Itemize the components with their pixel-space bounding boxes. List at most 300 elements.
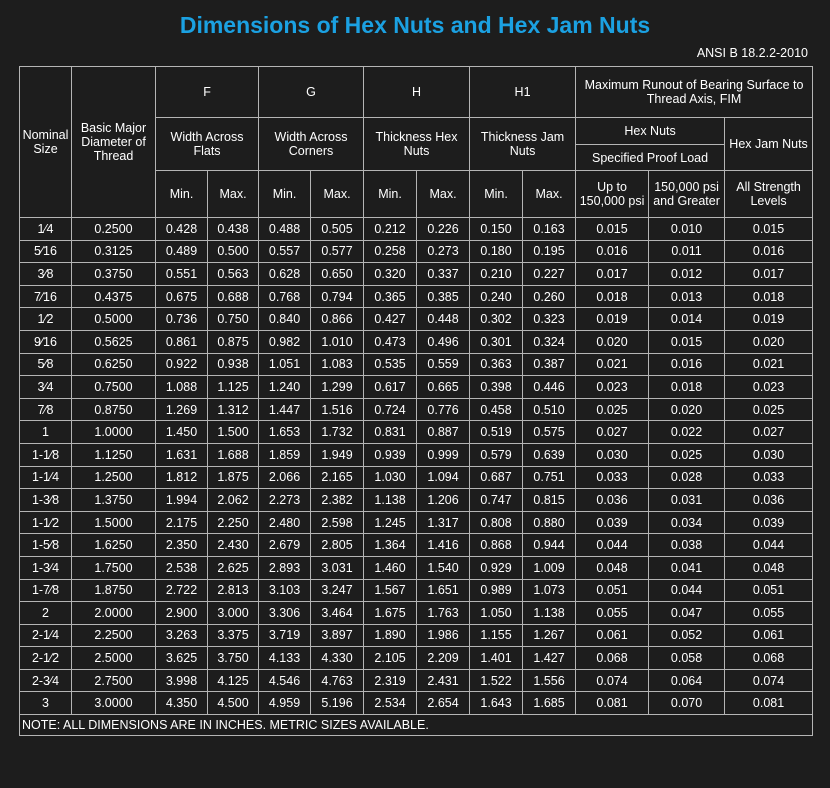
table-cell: 1.732	[311, 421, 364, 444]
table-cell: 1.460	[364, 556, 417, 579]
table-cell: 3.000	[208, 602, 259, 625]
table-cell: 1.083	[311, 353, 364, 376]
table-cell: 1.500	[208, 421, 259, 444]
table-cell: 0.014	[649, 308, 725, 331]
table-cell: 0.301	[470, 330, 523, 353]
table-cell: 1.675	[364, 602, 417, 625]
table-cell: 1.685	[523, 692, 576, 715]
table-cell: 1.010	[311, 330, 364, 353]
table-cell: 0.064	[649, 669, 725, 692]
table-cell: 1.643	[470, 692, 523, 715]
table-cell: 1.3750	[72, 489, 156, 512]
table-cell: 0.044	[649, 579, 725, 602]
table-cell: 1.986	[417, 624, 470, 647]
table-cell: 0.887	[417, 421, 470, 444]
table-cell: 3.031	[311, 556, 364, 579]
table-cell: 0.027	[725, 421, 813, 444]
table-cell: 1.447	[259, 398, 311, 421]
table-cell: 2.350	[156, 534, 208, 557]
table-cell: 2.062	[208, 489, 259, 512]
table-cell: 0.875	[208, 330, 259, 353]
table-cell: 2.7500	[72, 669, 156, 692]
table-cell: 0.551	[156, 263, 208, 286]
table-cell: 0.724	[364, 398, 417, 421]
table-cell: 0.563	[208, 263, 259, 286]
table-cell: 3.375	[208, 624, 259, 647]
table-cell: 0.861	[156, 330, 208, 353]
table-cell: 1.763	[417, 602, 470, 625]
table-row	[20, 240, 813, 263]
table-cell: 0.061	[725, 624, 813, 647]
table-cell: 0.3750	[72, 263, 156, 286]
table-cell: 1-3⁄4	[20, 556, 72, 579]
table-cell: 0.519	[470, 421, 523, 444]
table-cell: 0.831	[364, 421, 417, 444]
table-cell: 4.763	[311, 669, 364, 692]
table-cell: 1.651	[417, 579, 470, 602]
table-cell: 1.245	[364, 511, 417, 534]
table-cell: 0.324	[523, 330, 576, 353]
table-cell: 0.489	[156, 240, 208, 263]
table-cell: 0.068	[725, 647, 813, 670]
table-cell: 0.260	[523, 285, 576, 308]
table-cell: 1.269	[156, 398, 208, 421]
table-cell: 3.719	[259, 624, 311, 647]
table-cell: 2.538	[156, 556, 208, 579]
table-cell: 7⁄16	[20, 285, 72, 308]
table-cell: 0.665	[417, 376, 470, 399]
table-cell: 0.385	[417, 285, 470, 308]
table-cell: 2.654	[417, 692, 470, 715]
table-cell: 1.030	[364, 466, 417, 489]
table-cell: 4.959	[259, 692, 311, 715]
table-cell: 0.505	[311, 218, 364, 241]
table-cell: 0.020	[725, 330, 813, 353]
table-row	[20, 692, 813, 715]
table-cell: 0.025	[725, 398, 813, 421]
table-cell: 3.263	[156, 624, 208, 647]
table-cell: 1.812	[156, 466, 208, 489]
table-row	[20, 285, 813, 308]
table-cell: 0.021	[725, 353, 813, 376]
table-cell: 0.639	[523, 443, 576, 466]
table-cell: 0.510	[523, 398, 576, 421]
table-cell: 1.1250	[72, 443, 156, 466]
table-cell: 0.044	[576, 534, 649, 557]
table-cell: 1-1⁄2	[20, 511, 72, 534]
table-cell: 0.010	[649, 218, 725, 241]
table-cell: 0.337	[417, 263, 470, 286]
table-cell: 0.012	[649, 263, 725, 286]
table-cell: 0.022	[649, 421, 725, 444]
table-cell: 2.175	[156, 511, 208, 534]
table-cell: 2.805	[311, 534, 364, 557]
table-cell: 0.880	[523, 511, 576, 534]
table-cell: 1-7⁄8	[20, 579, 72, 602]
header-specified-proof-load: Specified Proof Load	[576, 145, 725, 171]
table-cell: 0.017	[576, 263, 649, 286]
table-cell: 0.018	[576, 285, 649, 308]
table-cell: 2.900	[156, 602, 208, 625]
table-cell: 0.180	[470, 240, 523, 263]
table-cell: 0.473	[364, 330, 417, 353]
table-cell: 2.382	[311, 489, 364, 512]
table-cell: 0.016	[576, 240, 649, 263]
table-cell: 0.982	[259, 330, 311, 353]
table-cell: 0.448	[417, 308, 470, 331]
table-cell: 0.557	[259, 240, 311, 263]
table-cell: 0.929	[470, 556, 523, 579]
table-cell: 0.019	[576, 308, 649, 331]
table-cell: 0.840	[259, 308, 311, 331]
header-150000-psi-and-greater: 150,000 psi and Greater	[649, 171, 725, 218]
header-g: G	[259, 67, 364, 118]
table-cell: 0.650	[311, 263, 364, 286]
table-cell: 1⁄2	[20, 308, 72, 331]
table-cell: 0.688	[208, 285, 259, 308]
table-cell: 2.0000	[72, 602, 156, 625]
table-cell: 0.365	[364, 285, 417, 308]
table-cell: 0.427	[364, 308, 417, 331]
table-cell: 0.016	[725, 240, 813, 263]
table-cell: 0.687	[470, 466, 523, 489]
table-cell: 0.013	[649, 285, 725, 308]
table-cell: 1.875	[208, 466, 259, 489]
table-cell: 0.036	[576, 489, 649, 512]
table-cell: 0.496	[417, 330, 470, 353]
table-row	[20, 602, 813, 625]
table-cell: 0.030	[576, 443, 649, 466]
table-cell: 1.688	[208, 443, 259, 466]
table-cell: 0.018	[725, 285, 813, 308]
table-cell: 3.897	[311, 624, 364, 647]
table-cell: 1.094	[417, 466, 470, 489]
table-cell: 2.066	[259, 466, 311, 489]
table-cell: 3.464	[311, 602, 364, 625]
table-cell: 1.267	[523, 624, 576, 647]
standard-label: ANSI B 18.2.2-2010	[696, 46, 808, 60]
table-cell: 2.722	[156, 579, 208, 602]
table-cell: 0.989	[470, 579, 523, 602]
table-cell: 1.206	[417, 489, 470, 512]
header-up-to-150000-psi: Up to 150,000 psi	[576, 171, 649, 218]
table-cell: 2.273	[259, 489, 311, 512]
table-cell: 0.061	[576, 624, 649, 647]
table-cell: 0.768	[259, 285, 311, 308]
table-row	[20, 308, 813, 331]
table-cell: 0.047	[649, 602, 725, 625]
table-cell: 0.794	[311, 285, 364, 308]
table-cell: 2.430	[208, 534, 259, 557]
table-cell: 1	[20, 421, 72, 444]
table-cell: 0.036	[725, 489, 813, 512]
table-cell: 0.020	[576, 330, 649, 353]
table-cell: 0.055	[576, 602, 649, 625]
table-cell: 0.048	[576, 556, 649, 579]
table-cell: 0.210	[470, 263, 523, 286]
table-cell: 2.165	[311, 466, 364, 489]
hex-nut-dimensions-table	[19, 66, 813, 736]
table-cell: 1-3⁄8	[20, 489, 72, 512]
table-row	[20, 579, 813, 602]
header-all-strength-levels: All Strength Levels	[725, 171, 813, 218]
table-cell: 0.028	[649, 466, 725, 489]
table-row	[20, 330, 813, 353]
table-cell: 1.427	[523, 647, 576, 670]
header-max: Max.	[417, 171, 470, 218]
table-cell: 1.8750	[72, 579, 156, 602]
table-cell: 1.073	[523, 579, 576, 602]
table-cell: 0.559	[417, 353, 470, 376]
table-cell: 0.273	[417, 240, 470, 263]
table-cell: 0.030	[725, 443, 813, 466]
table-cell: 0.939	[364, 443, 417, 466]
table-cell: 0.025	[576, 398, 649, 421]
table-cell: 0.240	[470, 285, 523, 308]
table-cell: 0.575	[523, 421, 576, 444]
table-cell: 1.7500	[72, 556, 156, 579]
table-cell: 0.020	[649, 398, 725, 421]
table-cell: 2-1⁄2	[20, 647, 72, 670]
table-cell: 0.015	[576, 218, 649, 241]
header-width-across-flats: Width Across Flats	[156, 118, 259, 171]
table-row	[20, 556, 813, 579]
header-hex-nuts: Hex Nuts	[576, 118, 725, 145]
table-cell: 2.431	[417, 669, 470, 692]
table-cell: 1.125	[208, 376, 259, 399]
table-cell: 1.155	[470, 624, 523, 647]
table-cell: 0.577	[311, 240, 364, 263]
table-cell: 0.922	[156, 353, 208, 376]
table-cell: 0.7500	[72, 376, 156, 399]
table-cell: 0.258	[364, 240, 417, 263]
table-cell: 0.226	[417, 218, 470, 241]
table-cell: 1.2500	[72, 466, 156, 489]
header-min: Min.	[470, 171, 523, 218]
table-cell: 2-1⁄4	[20, 624, 72, 647]
table-cell: 0.070	[649, 692, 725, 715]
table-cell: 0.5625	[72, 330, 156, 353]
table-cell: 1.138	[523, 602, 576, 625]
table-cell: 0.458	[470, 398, 523, 421]
table-cell: 1.890	[364, 624, 417, 647]
table-row	[20, 647, 813, 670]
table-cell: 0.021	[576, 353, 649, 376]
table-cell: 0.058	[649, 647, 725, 670]
table-cell: 1.416	[417, 534, 470, 557]
table-cell: 1.299	[311, 376, 364, 399]
table-cell: 1.859	[259, 443, 311, 466]
table-cell: 0.027	[576, 421, 649, 444]
table-cell: 0.579	[470, 443, 523, 466]
table-cell: 2.534	[364, 692, 417, 715]
table-cell: 0.750	[208, 308, 259, 331]
table-cell: 1.631	[156, 443, 208, 466]
header-min: Min.	[259, 171, 311, 218]
table-cell: 0.011	[649, 240, 725, 263]
table-row	[20, 353, 813, 376]
table-cell: 1.050	[470, 602, 523, 625]
table-cell: 1.088	[156, 376, 208, 399]
table-row	[20, 263, 813, 286]
table-cell: 3.998	[156, 669, 208, 692]
table-cell: 1.994	[156, 489, 208, 512]
table-cell: 1.516	[311, 398, 364, 421]
table-cell: 0.015	[725, 218, 813, 241]
table-cell: 0.041	[649, 556, 725, 579]
header-min: Min.	[156, 171, 208, 218]
table-row	[20, 466, 813, 489]
page-title: Dimensions of Hex Nuts and Hex Jam Nuts	[179, 12, 651, 38]
table-cell: 3⁄8	[20, 263, 72, 286]
table-cell: 9⁄16	[20, 330, 72, 353]
table-cell: 0.212	[364, 218, 417, 241]
header-hex-jam-nuts: Hex Jam Nuts	[725, 118, 813, 171]
table-cell: 5.196	[311, 692, 364, 715]
table-cell: 0.016	[649, 353, 725, 376]
table-cell: 0.074	[725, 669, 813, 692]
table-cell: 3.247	[311, 579, 364, 602]
header-max: Max.	[523, 171, 576, 218]
table-row	[20, 511, 813, 534]
table-cell: 0.6250	[72, 353, 156, 376]
table-cell: 0.025	[649, 443, 725, 466]
table-row	[20, 421, 813, 444]
table-cell: 1.317	[417, 511, 470, 534]
table-cell: 1-1⁄8	[20, 443, 72, 466]
table-row	[20, 489, 813, 512]
table-cell: 0.052	[649, 624, 725, 647]
table-cell: 0.815	[523, 489, 576, 512]
header-width-across-corners: Width Across Corners	[259, 118, 364, 171]
table-cell: 0.302	[470, 308, 523, 331]
table-cell: 0.500	[208, 240, 259, 263]
table-cell: 1.364	[364, 534, 417, 557]
header-max: Max.	[311, 171, 364, 218]
table-cell: 4.350	[156, 692, 208, 715]
table-cell: 3.0000	[72, 692, 156, 715]
table-cell: 3.306	[259, 602, 311, 625]
table-cell: 2.250	[208, 511, 259, 534]
table-cell: 0.446	[523, 376, 576, 399]
table-cell: 0.866	[311, 308, 364, 331]
header-thickness-jam-nuts: Thickness Jam Nuts	[470, 118, 576, 171]
header-thickness-hex-nuts: Thickness Hex Nuts	[364, 118, 470, 171]
table-cell: 0.320	[364, 263, 417, 286]
header-basic-major-diameter: Basic Major Diameter of Thread	[72, 67, 156, 218]
table-cell: 1.522	[470, 669, 523, 692]
table-cell: 0.023	[576, 376, 649, 399]
table-row	[20, 443, 813, 466]
table-cell: 0.428	[156, 218, 208, 241]
table-cell: 0.387	[523, 353, 576, 376]
table-cell: 2.105	[364, 647, 417, 670]
table-cell: 0.5000	[72, 308, 156, 331]
table-cell: 1⁄4	[20, 218, 72, 241]
table-cell: 0.776	[417, 398, 470, 421]
table-cell: 0.051	[725, 579, 813, 602]
table-cell: 2.893	[259, 556, 311, 579]
table-cell: 0.488	[259, 218, 311, 241]
table-cell: 1.009	[523, 556, 576, 579]
table-cell: 0.074	[576, 669, 649, 692]
table-cell: 0.081	[576, 692, 649, 715]
table-cell: 5⁄16	[20, 240, 72, 263]
table-cell: 0.8750	[72, 398, 156, 421]
table-cell: 2.625	[208, 556, 259, 579]
table-row	[20, 669, 813, 692]
table-cell: 0.628	[259, 263, 311, 286]
table-cell: 0.055	[725, 602, 813, 625]
table-cell: 0.039	[576, 511, 649, 534]
table-cell: 1.051	[259, 353, 311, 376]
table-cell: 0.323	[523, 308, 576, 331]
header-min: Min.	[364, 171, 417, 218]
table-cell: 0.068	[576, 647, 649, 670]
table-row	[20, 624, 813, 647]
table-cell: 0.195	[523, 240, 576, 263]
table-cell: 0.039	[725, 511, 813, 534]
header-h1: H1	[470, 67, 576, 118]
table-cell: 2.679	[259, 534, 311, 557]
table-cell: 4.546	[259, 669, 311, 692]
table-cell: 2.2500	[72, 624, 156, 647]
table-cell: 3.103	[259, 579, 311, 602]
table-cell: 0.675	[156, 285, 208, 308]
table-cell: 4.500	[208, 692, 259, 715]
table-cell: 1.567	[364, 579, 417, 602]
table-cell: 3.750	[208, 647, 259, 670]
table-cell: 0.808	[470, 511, 523, 534]
table-cell: 1.138	[364, 489, 417, 512]
table-cell: 4.330	[311, 647, 364, 670]
table-row	[20, 534, 813, 557]
table-cell: 0.944	[523, 534, 576, 557]
header-h: H	[364, 67, 470, 118]
table-cell: 0.535	[364, 353, 417, 376]
table-cell: 0.033	[725, 466, 813, 489]
table-cell: 0.017	[725, 263, 813, 286]
table-cell: 3.625	[156, 647, 208, 670]
table-cell: 0.438	[208, 218, 259, 241]
table-cell: 5⁄8	[20, 353, 72, 376]
table-cell: 0.751	[523, 466, 576, 489]
table-cell: 0.048	[725, 556, 813, 579]
header-nominal-size: Nominal Size	[20, 67, 72, 218]
table-cell: 2	[20, 602, 72, 625]
table-cell: 0.227	[523, 263, 576, 286]
table-cell: 0.736	[156, 308, 208, 331]
table-cell: 0.018	[649, 376, 725, 399]
table-cell: 0.150	[470, 218, 523, 241]
table-cell: 0.2500	[72, 218, 156, 241]
table-cell: 0.019	[725, 308, 813, 331]
table-cell: 2.480	[259, 511, 311, 534]
table-cell: 1-5⁄8	[20, 534, 72, 557]
table-cell: 1.401	[470, 647, 523, 670]
table-cell: 1.240	[259, 376, 311, 399]
table-cell: 0.031	[649, 489, 725, 512]
table-cell: 0.4375	[72, 285, 156, 308]
table-cell: 0.034	[649, 511, 725, 534]
table-cell: 0.038	[649, 534, 725, 557]
header-f: F	[156, 67, 259, 118]
table-cell: 0.999	[417, 443, 470, 466]
table-cell: 0.044	[725, 534, 813, 557]
table-cell: 0.015	[649, 330, 725, 353]
table-cell: 0.617	[364, 376, 417, 399]
table-cell: 1.556	[523, 669, 576, 692]
